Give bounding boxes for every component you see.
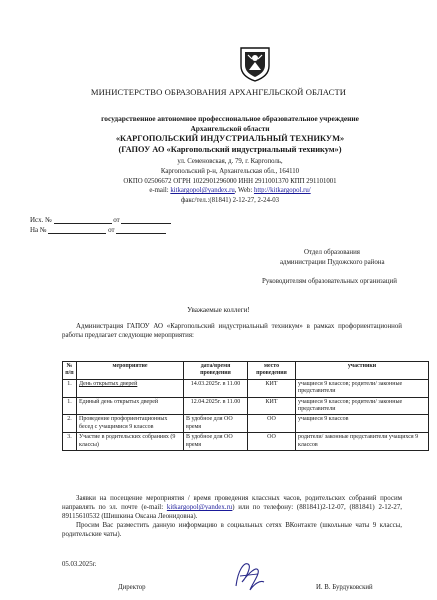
addressee-line-2: администрации Пудожского района <box>280 259 385 266</box>
incoming-label: На № <box>30 226 47 234</box>
web-link[interactable]: http://kitkargopol.ru/ <box>253 187 311 194</box>
signature-handwriting <box>228 556 268 596</box>
events-table <box>62 361 429 451</box>
row-number: 2. <box>63 415 77 433</box>
social-paragraph: Просим Вас разместить данную информацию в социальных сетях ВКонтакте (школьные чаты 9 классы, родительские чаты). <box>62 522 402 538</box>
org-address-1: ул. Семеновская, д. 79, г. Каргополь, <box>177 158 283 165</box>
row-participants: учащиеся 9 классов; родители/ законные представители <box>296 379 429 397</box>
org-region: Архангельской области <box>190 124 270 133</box>
table-row <box>63 415 429 433</box>
header-place: место проведения <box>248 362 296 380</box>
row-participants: родители/ законные представители учащихся 9 классов <box>296 433 429 451</box>
salutation: Уважаемые коллеги! <box>187 306 250 314</box>
table-header-row <box>63 362 429 380</box>
org-contacts <box>30 186 430 196</box>
row-event: День открытых дверей <box>77 379 184 397</box>
coat-of-arms-emblem <box>238 46 272 82</box>
org-codes: ОКПО 02506672 ОГРН 1022901296000 ИНН 2911001370 КПП 291101001 <box>123 178 337 185</box>
row-date: В удобное для ОО время <box>184 433 248 451</box>
director-label: Директор <box>118 584 146 591</box>
outgoing-number-line <box>54 216 112 224</box>
org-name: «КАРГОПОЛЬСКИЙ ИНДУСТРИАЛЬНЫЙ ТЕХНИКУМ» <box>115 134 345 143</box>
outgoing-label: Исх. № <box>30 216 52 224</box>
letter-date: 05.03.2025г. <box>62 561 97 568</box>
table-row <box>63 379 429 397</box>
incoming-date-line <box>116 226 166 234</box>
addressee-line-1: Отдел образования <box>304 249 360 256</box>
requests-text-a: Заявки на посещение мероприятия / время проведения классных часов, родительских собраний просим направлять по эл. почте (e-mail: <box>62 495 402 511</box>
row-event: Участие в родительских собраниях (9 классы) <box>77 433 184 451</box>
addressee-line-3: Руководителям образовательных организаций <box>262 278 397 285</box>
row-date: 12.04.2025г. в 11.00 <box>184 397 248 415</box>
org-type: государственное автономное профессиональное образовательное учреждение <box>101 114 359 123</box>
requests-email-link[interactable]: kitkargopol@yandex.ru <box>166 504 233 511</box>
row-participants: учащиеся 9 классов <box>296 415 429 433</box>
outgoing-date-line <box>121 216 171 224</box>
row-place: КИТ <box>248 397 296 415</box>
web-label: , Web: <box>234 187 254 194</box>
requests-paragraph <box>62 494 402 521</box>
requests-text-b: ) или по телефону: (881841)2-12-07, (881841) 2-12-27, 89115610532 (Шишкина Оксана Леонидовна). <box>62 504 402 520</box>
incoming-number <box>30 226 166 234</box>
row-participants: учащиеся 9 классов; родители/ законные представители <box>296 397 429 415</box>
table-row <box>63 397 429 415</box>
header-event: мероприятие <box>77 362 184 380</box>
row-event: Единый день открытых дверей <box>77 397 184 415</box>
row-number: 3. <box>63 433 77 451</box>
org-short-name: (ГАПОУ АО «Каргопольский индустриальный техникум») <box>118 145 342 154</box>
outgoing-number <box>30 216 171 224</box>
row-number: 1. <box>63 379 77 397</box>
row-place: ОО <box>248 433 296 451</box>
header-date: дата/время проведения <box>184 362 248 380</box>
row-number: 1. <box>63 397 77 415</box>
outgoing-from-label: от <box>113 216 120 224</box>
email-label: e-mail: <box>149 187 171 194</box>
table-row <box>63 433 429 451</box>
row-event: Проведение профориентационных бесед с учащимися 9 классов <box>77 415 184 433</box>
email-link[interactable]: kitkargopol@yandex.ru <box>170 187 235 194</box>
org-phone: факс/тел.:(81841) 2-12-27, 2-24-03 <box>180 197 280 204</box>
row-place: ОО <box>248 415 296 433</box>
incoming-number-line <box>48 226 106 234</box>
row-date: В удобное для ОО время <box>184 415 248 433</box>
row-place: КИТ <box>248 379 296 397</box>
row-date: 14.03.2025г. в 11.00 <box>184 379 248 397</box>
org-address-2: Каргопольский р-н, Архангельская обл., 164110 <box>160 168 300 175</box>
incoming-from-label: от <box>108 226 115 234</box>
header-number: № п/п <box>63 362 77 380</box>
header-participants: участники <box>296 362 429 380</box>
ministry-title: МИНИСТЕРСТВО ОБРАЗОВАНИЯ АРХАНГЕЛЬСКОЙ ОБЛАСТИ <box>90 87 347 97</box>
intro-paragraph: Администрация ГАПОУ АО «Каргопольский индустриальный техникум» в рамках профориентационной работы предлагает следующие мероприятия: <box>62 323 402 339</box>
signer-name: И. В. Бурдуковский <box>316 584 373 591</box>
